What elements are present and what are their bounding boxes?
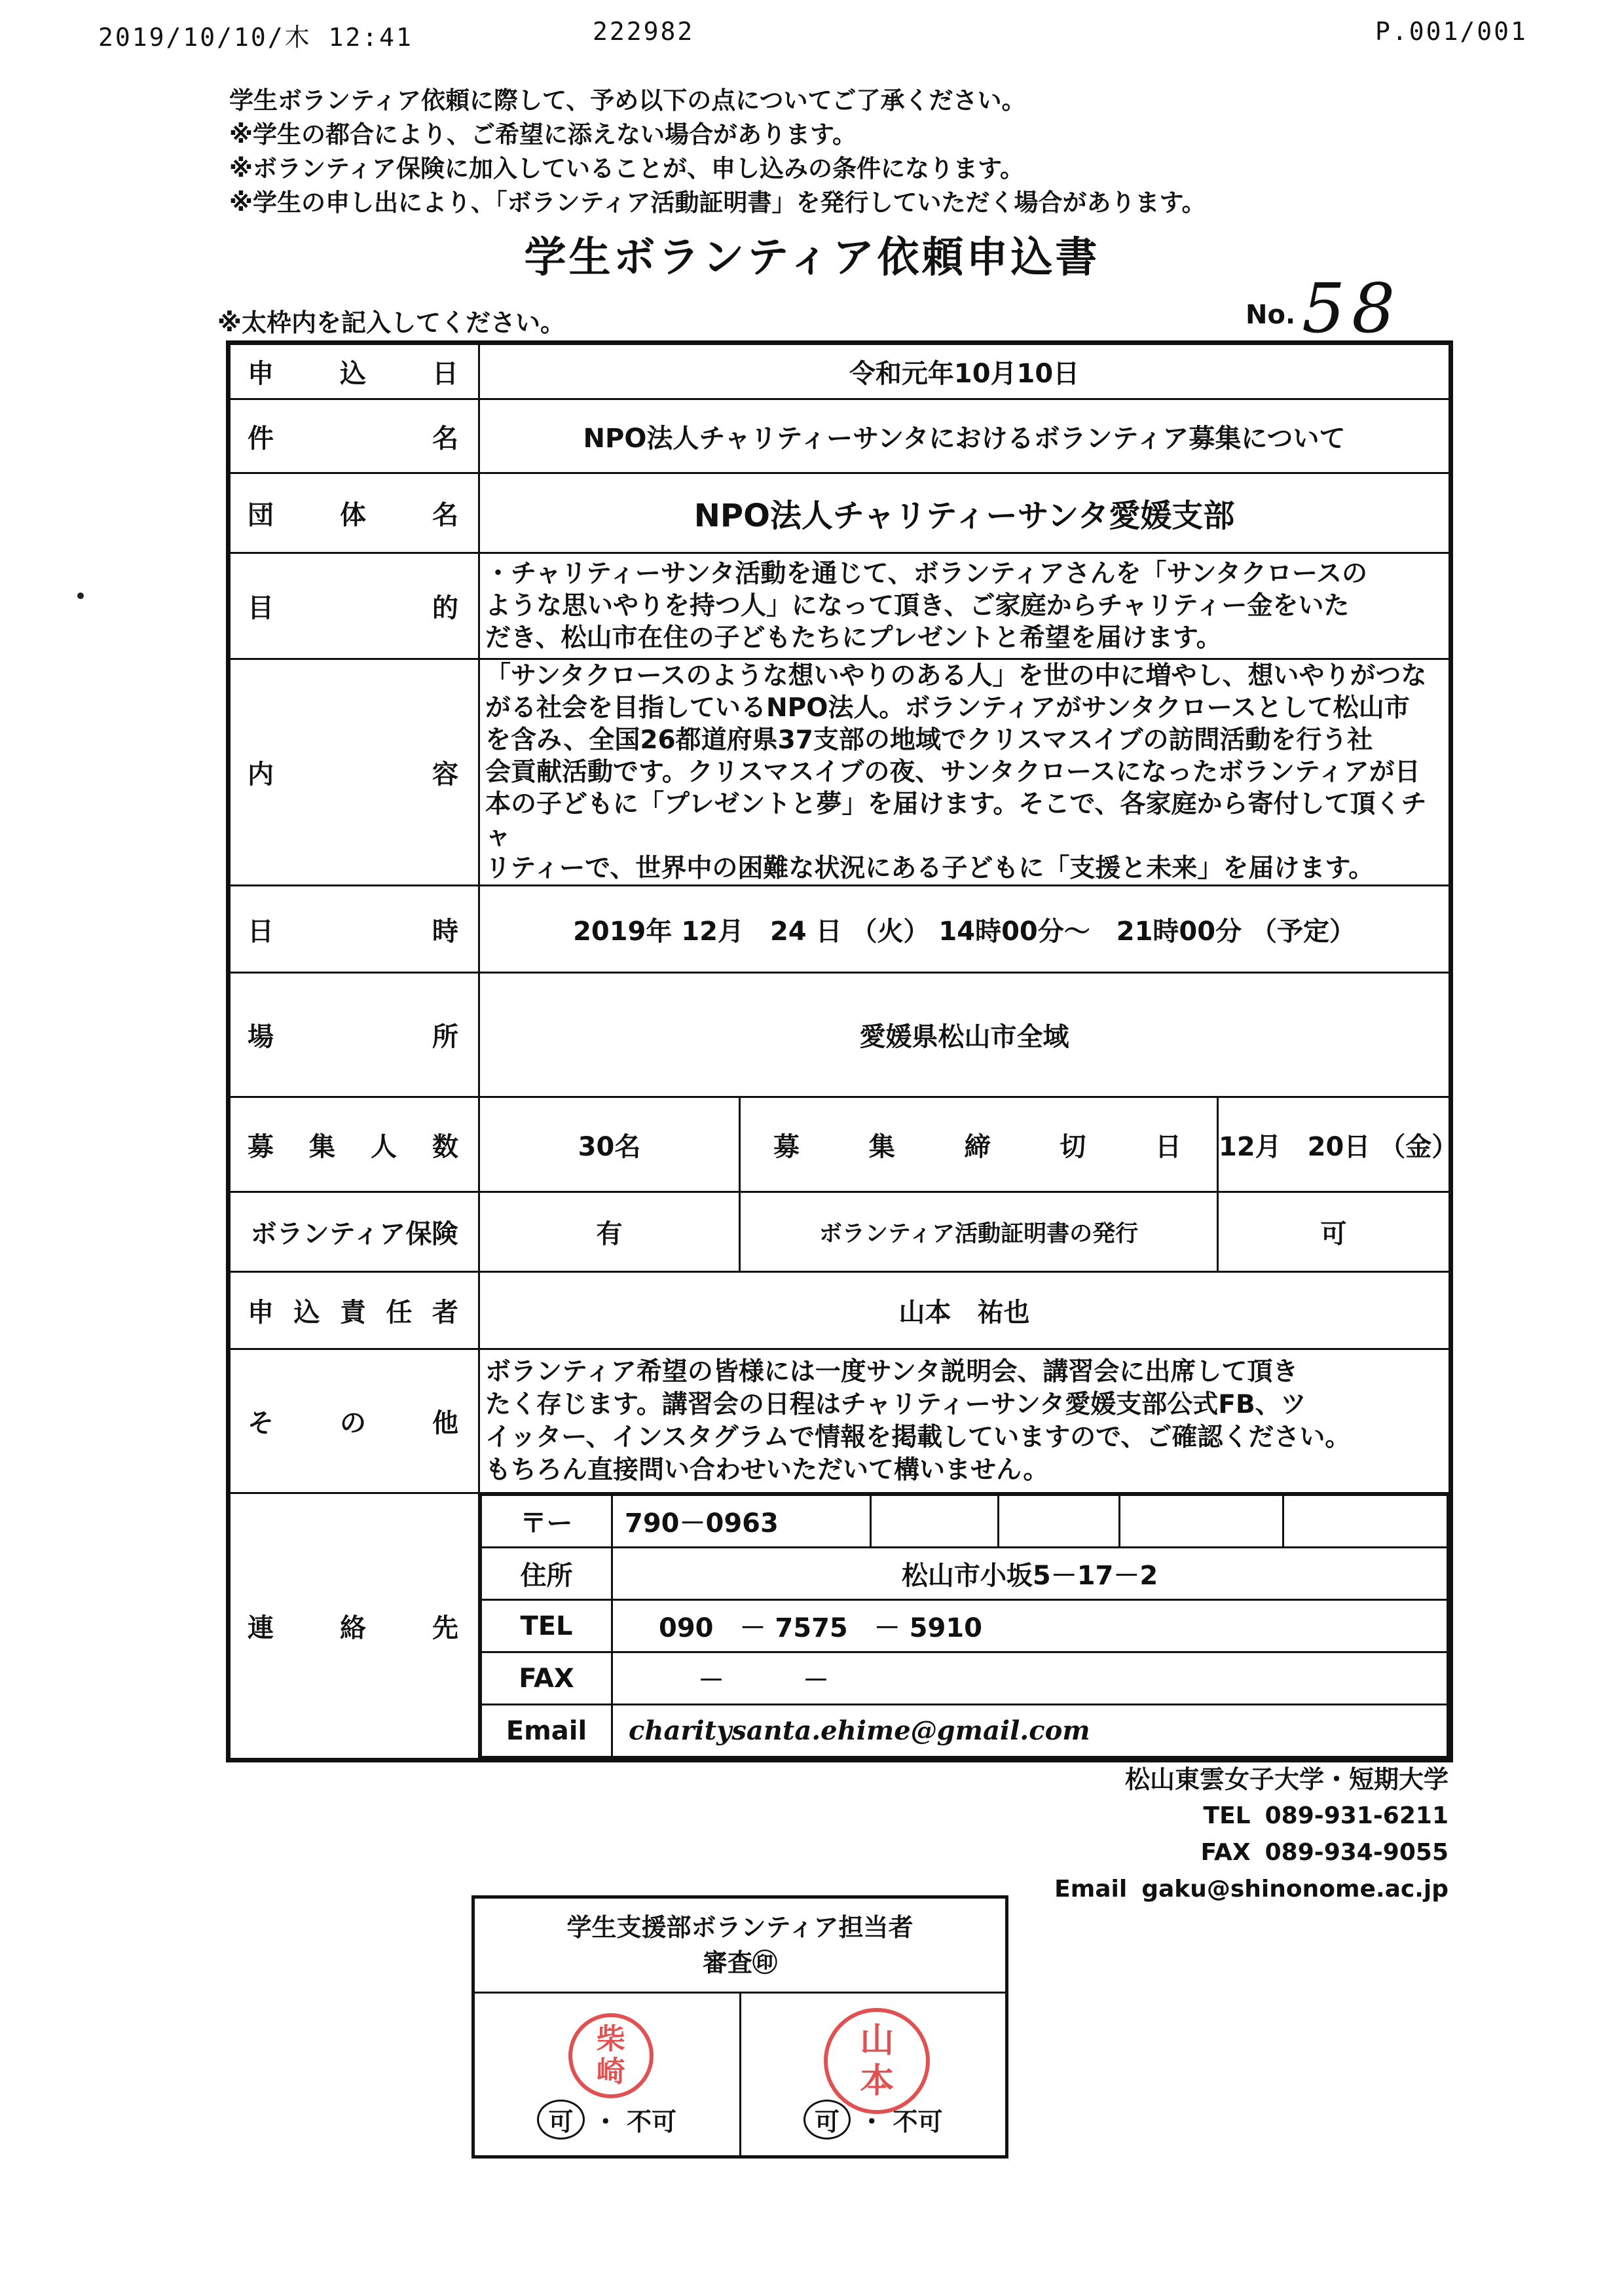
recruit-count-label: 募集人数: [229, 1097, 479, 1192]
row-contact: [229, 1493, 1451, 1760]
seal-stamp-2: 山 本: [824, 2008, 930, 2114]
datetime-label: 日時: [229, 886, 479, 973]
email-value[interactable]: charitysanta.ehime@gmail.com: [612, 1705, 1448, 1757]
scan-speck: [77, 592, 84, 599]
location-value[interactable]: 愛媛県松山市全域: [479, 973, 1451, 1097]
other-line: もちろん直接問い合わせいただいて構いません。: [485, 1455, 1049, 1485]
other-line: イッター、インスタグラムで情報を掲載していますので、ご確認ください。: [485, 1422, 1351, 1452]
verdict-2[interactable]: 可 ・ 不可: [741, 2100, 1006, 2140]
fax-value[interactable]: － －: [612, 1652, 1448, 1705]
postal-blank[interactable]: [1120, 1495, 1283, 1548]
contact-table: [480, 1494, 1449, 1758]
verdict-1[interactable]: 可 ・ 不可: [475, 2100, 739, 2140]
location-label: 場所: [229, 973, 479, 1097]
school-email: gaku@shinonome.ac.jp: [1141, 1876, 1449, 1903]
person-value[interactable]: 山本 祐也: [479, 1272, 1451, 1349]
school-tel-label: TEL: [1203, 1802, 1251, 1829]
purpose-label: 目的: [229, 553, 479, 659]
application-form: [226, 340, 1458, 1762]
address-label: 住所: [481, 1548, 612, 1600]
school-name: 松山東雲女子大学・短期大学: [1124, 1765, 1449, 1794]
postal-blank[interactable]: [1283, 1495, 1448, 1548]
other-line: たく存じます。講習会の日程はチャリティーサンタ愛媛支部公式FB、ツ: [485, 1389, 1306, 1419]
row-subject: [229, 399, 1451, 473]
row-location: [229, 973, 1451, 1097]
row-application-date: [229, 343, 1451, 399]
purpose-value[interactable]: [479, 553, 1451, 659]
fax-page: P.001/001: [1375, 17, 1528, 46]
content-value[interactable]: [479, 659, 1451, 886]
purpose-line: ような思いやりを持つ人」になって頂き、ご家庭からチャリティー金をいた: [485, 591, 1350, 621]
notes: [229, 84, 1342, 220]
row-purpose: [229, 553, 1451, 659]
postal-blank[interactable]: [999, 1495, 1120, 1548]
contact-label: 連絡先: [229, 1493, 479, 1760]
number-value: 58: [1302, 268, 1402, 348]
insurance-value[interactable]: 有: [479, 1192, 740, 1272]
row-datetime: [229, 886, 1451, 973]
approve-circled: 可: [803, 2100, 851, 2140]
tel-value[interactable]: 090 － 7575 － 5910: [612, 1600, 1448, 1652]
school-tel: 089-931-6211: [1264, 1802, 1449, 1829]
postal-blank[interactable]: [871, 1495, 999, 1548]
instruction: ※太枠内を記入してください。: [217, 308, 565, 337]
review-cell-2: [740, 1993, 1007, 2157]
contact-address-row: [481, 1548, 1448, 1600]
fax-header: [0, 12, 1624, 51]
review-title-line: 審査㊞: [702, 1948, 777, 1977]
seal-stamp-1: 柴 崎: [568, 2013, 654, 2098]
school-info: [1054, 1761, 1449, 1908]
row-recruit: [229, 1097, 1451, 1192]
content-line: 本の子どもに「プレゼントと夢」を届けます。そこで、各家庭から寄付して頂くチャ: [485, 790, 1427, 851]
note-line: ※学生の申し出により、「ボランティア活動証明書」を発行していただく場合があります。: [229, 189, 1206, 217]
subject-label: 件名: [229, 399, 479, 473]
contact-block: [479, 1493, 1451, 1760]
recruit-count-value[interactable]: 30名: [479, 1097, 740, 1192]
school-fax: 089-934-9055: [1264, 1839, 1449, 1866]
tel-label: TEL: [481, 1600, 612, 1652]
row-insurance: [229, 1192, 1451, 1272]
insurance-label: ボランティア保険: [229, 1192, 479, 1272]
school-email-row: [1054, 1871, 1449, 1908]
person-label: 申込責任者: [229, 1272, 479, 1349]
reject-option: 不可: [893, 2107, 943, 2136]
row-organization: [229, 473, 1451, 553]
note-line: 学生ボランティア依頼に際して、予め以下の点についてご了承ください。: [229, 86, 1026, 115]
deadline-label: 募集締切日: [740, 1097, 1218, 1192]
organization-label: 団体名: [229, 473, 479, 553]
school-fax-row: [1054, 1834, 1449, 1871]
content-label: 内容: [229, 659, 479, 886]
certificate-value[interactable]: 可: [1218, 1192, 1451, 1272]
content-line: リティーで、世界中の困難な状況にある子どもに「支援と未来」を届けます。: [485, 854, 1375, 883]
school-tel-row: [1054, 1798, 1449, 1834]
fax-number: 222982: [593, 17, 695, 46]
review-title-line: 学生支援部ボランティア担当者: [566, 1913, 913, 1942]
postal-value[interactable]: 790－0963: [612, 1495, 871, 1548]
school-fax-label: FAX: [1200, 1839, 1251, 1866]
content-line: 会貢献活動です。クリスマスイブの夜、サンタクロースになったボランティアが日: [485, 757, 1420, 787]
contact-fax-row: [481, 1652, 1448, 1705]
number-label: No.: [1246, 300, 1296, 330]
datetime-value[interactable]: 2019年 12月 24 日 （火） 14時00分～ 21時00分 （予定）: [479, 886, 1451, 973]
row-content: [229, 659, 1451, 886]
content-line: 「サンタクロースのような想いやりのある人」を世の中に増やし、想いやりがつな: [485, 661, 1427, 691]
review-title: [473, 1897, 1007, 1993]
reject-option: 不可: [626, 2107, 676, 2136]
contact-tel-row: [481, 1600, 1448, 1652]
subject-value[interactable]: NPO法人チャリティーサンタにおけるボランティア募集について: [479, 399, 1451, 473]
form-title: 学生ボランティア依頼申込書: [524, 234, 1100, 282]
content-line: がる社会を目指しているNPO法人。ボランティアがサンタクロースとして松山市: [485, 693, 1410, 723]
contact-email-row: [481, 1705, 1448, 1757]
approve-circled: 可: [537, 2100, 584, 2140]
review-cell-1: [473, 1993, 741, 2157]
review-box: [471, 1895, 1008, 2159]
application-date-label: 申込日: [229, 343, 479, 399]
fax-label: FAX: [481, 1652, 612, 1705]
content-line: を含み、全国26都道府県37支部の地域でクリスマスイブの訪問活動を行う社: [485, 725, 1373, 755]
certificate-label: ボランティア活動証明書の発行: [740, 1192, 1218, 1272]
application-date-value[interactable]: 令和元年10月10日: [479, 343, 1451, 399]
other-line: ボランティア希望の皆様には一度サンタ説明会、講習会に出席して頂き: [485, 1357, 1299, 1387]
row-person: [229, 1272, 1451, 1349]
purpose-line: だき、松山市在住の子どもたちにプレゼントと希望を届けます。: [485, 623, 1222, 653]
fax-datetime: 2019/10/10/木 12:41: [98, 23, 413, 52]
organization-value[interactable]: NPO法人チャリティーサンタ愛媛支部: [479, 473, 1451, 553]
contact-postal-row: [481, 1495, 1448, 1548]
row-other: [229, 1349, 1451, 1493]
school-email-label: Email: [1054, 1876, 1128, 1903]
address-value[interactable]: 松山市小坂5－17－2: [612, 1548, 1448, 1600]
note-line: ※学生の都合により、ご希望に添えない場合があります。: [229, 120, 857, 149]
postal-label: 〒ー: [481, 1495, 612, 1548]
purpose-line: ・チャリティーサンタ活動を通じて、ボランティアさんを「サンタクロースの: [485, 559, 1368, 589]
other-label: その他: [229, 1349, 479, 1493]
email-label: Email: [481, 1705, 612, 1757]
deadline-value[interactable]: 12月 20日 （金）: [1218, 1097, 1451, 1192]
note-line: ※ボランティア保険に加入していることが、申し込みの条件になります。: [229, 155, 1025, 183]
other-value[interactable]: [479, 1349, 1451, 1493]
